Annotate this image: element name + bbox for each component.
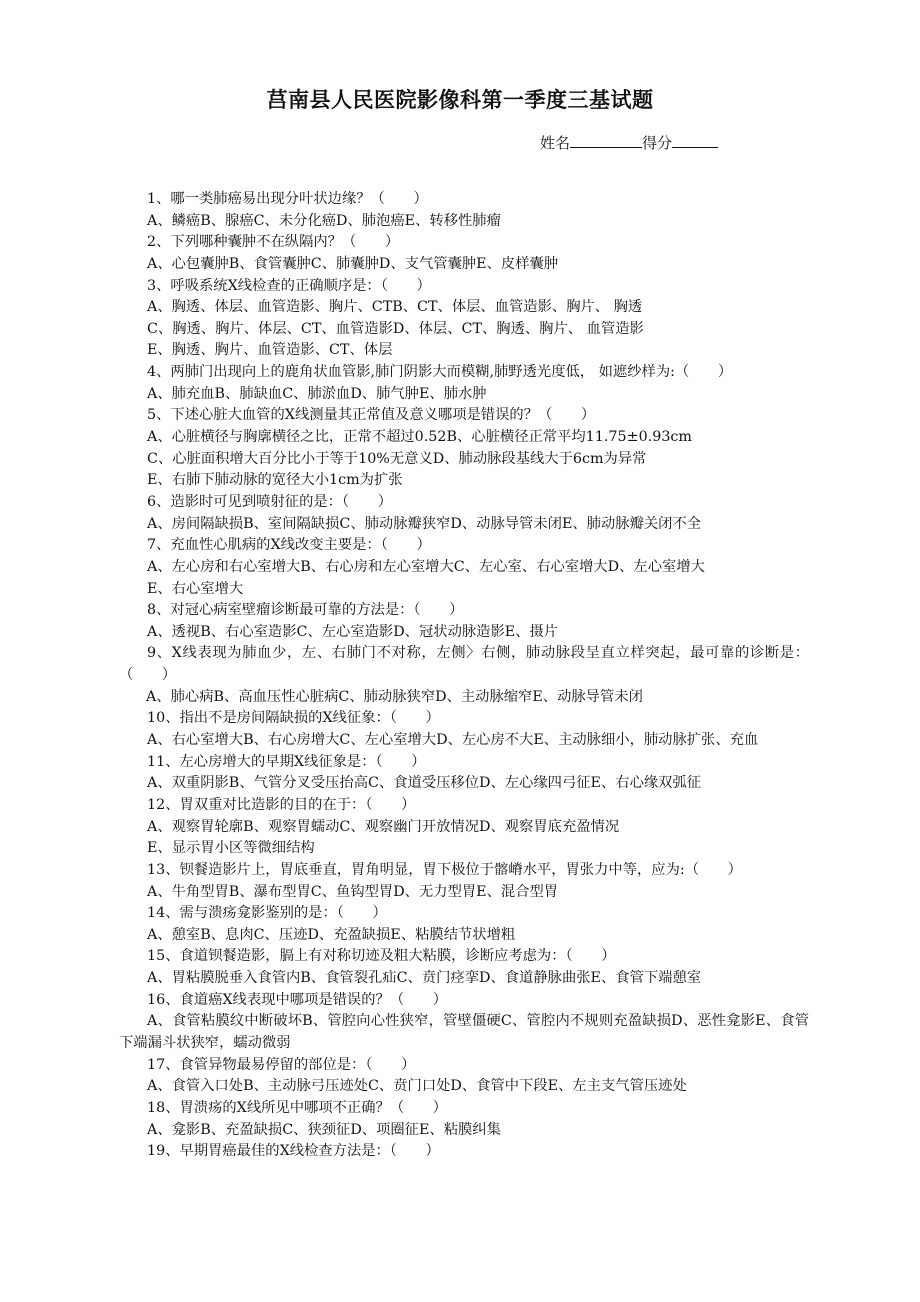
options-line: C、胸透、胸片、体层、CT、血管造影D、体层、CT、胸透、胸片、 血管造影	[147, 320, 644, 337]
question-line: 5、下述心脏大血管的X线测量其正常值及意义哪项是错误的？（ ）	[147, 407, 596, 424]
options-line: A、鳞癌B、腺癌C、未分化癌D、肺泡癌E、转移性肺瘤	[147, 212, 501, 229]
options-line: A、心脏横径与胸廓横径之比，正常不超过0.52B、心脏横径正常平均11.75±0.93cm	[147, 429, 692, 446]
score-label: 得分	[642, 134, 673, 152]
options-line: A、肺心病B、高血压性心脏病C、肺动脉狭窄D、主动脉缩窄E、动脉导管未闭	[146, 688, 643, 705]
question-line: 3、呼吸系统X线检查的正确顺序是：（ ）	[147, 277, 431, 294]
question-line: 10、指出不是房间隔缺损的X线征象：（ ）	[147, 710, 440, 727]
options-line: A、透视B、右心室造影C、左心室造影D、冠状动脉造影E、摄片	[147, 623, 559, 640]
options-line: E、胸透、胸片、血管造影、CT、体层	[147, 342, 393, 359]
question-line: 16、食道癌X线表现中哪项是错误的？（ ）	[147, 991, 448, 1008]
question-line: 11、左心房增大的早期X线征象是：（ ）	[147, 753, 426, 770]
question-line: 15、食道钡餐造影，膈上有对称切迹及粗大粘膜，诊断应考虑为：（ ）	[147, 948, 616, 965]
options-line: A、观察胃轮廓B、观察胃蠕动C、观察幽门开放情况D、观察胃底充盈情况	[147, 818, 620, 835]
name-blank	[570, 133, 642, 148]
options-line: A、双重阴影B、气管分叉受压抬高C、食道受压移位D、左心缘四弓征E、右心缘双弧征	[147, 775, 702, 792]
question-line: 8、对冠心病室壁瘤诊断最可靠的方法是：（ ）	[147, 602, 464, 619]
question-line: 1、哪一类肺癌易出现分叶状边缘？（ ）	[147, 191, 428, 207]
score-blank	[672, 133, 718, 148]
options-line: A、心包囊肿B、食管囊肿C、肺囊肿D、支气管囊肿E、皮样囊肿	[147, 255, 559, 272]
question-line: 19、早期胃癌最佳的X线检查方法是：（ ）	[147, 1143, 440, 1160]
options-line: A、憩室B、息肉C、压迹D、充盈缺损E、粘膜结节状增粗	[147, 926, 516, 943]
options-line: A、牛角型胃B、瀑布型胃C、鱼钩型胃D、无力型胃E、混合型胃	[147, 883, 559, 900]
question-line: 14、需与溃疡龛影鉴别的是：（ ）	[147, 905, 387, 922]
options-line: A、房间隔缺损B、室间隔缺损C、肺动脉瓣狭窄D、动脉导管未闭E、肺动脉瓣关闭不全	[147, 515, 702, 532]
options-line: E、右心室增大	[147, 580, 244, 597]
question-line: 6、造影时可见到喷射征的是：（ ）	[147, 493, 392, 510]
page-title: 莒南县人民医院影像科第一季度三基试题	[266, 88, 654, 112]
name-score-line	[540, 132, 718, 153]
options-line: A、胸透、体层、血管造影、胸片、CTB、CT、体层、血管造影、胸片、 胸透	[147, 299, 643, 316]
options-line: A、龛影B、充盈缺损C、狭颈征D、项圈征E、粘膜纠集	[147, 1121, 501, 1138]
options-line: A、肺充血B、肺缺血C、肺淤血D、肺气肿E、肺水肿	[147, 385, 487, 402]
options-line: A、左心房和右心室增大B、右心房和左心室增大C、左心室、右心室增大D、左心室增大	[147, 558, 705, 575]
question-line: 12、胃双重对比造影的目的在于：（ ）	[147, 796, 416, 813]
question-line: 9、X线表现为肺血少，左、右肺门不对称，左侧〉右侧，肺动脉段呈直立样突起，最可靠的诊断是：（ ）	[119, 645, 809, 684]
options-line: C、心脏面积增大百分比小于等于10%无意义D、肺动脉段基线大于6cm为异常	[147, 450, 647, 467]
name-label: 姓名	[540, 134, 571, 152]
options-line: A、食管粘膜纹中断破坏B、管腔向心性狭窄，管壁僵硬C、管腔内不规则充盈缺损D、恶性龛影E、食管下端漏斗状狭窄，蠕动微弱	[119, 1013, 809, 1052]
question-list	[119, 189, 809, 1163]
question-line: 18、胃溃疡的X线所见中哪项不正确？（ ）	[147, 1099, 448, 1116]
question-line: 13、钡餐造影片上，胃底垂直，胃角明显，胃下极位于髂嵴水平，胃张力中等，应为:（ ）	[147, 861, 742, 878]
options-line: A、胃粘膜脱垂入食管内B、食管裂孔疝C、贲门痉挛D、食道静脉曲张E、食管下端憩室	[147, 970, 702, 987]
question-line: 17、食管异物最易停留的部位是：（ ）	[147, 1056, 416, 1073]
options-line: A、食管入口处B、主动脉弓压迹处C、贲门口处D、食管中下段E、左主支气管压迹处	[147, 1078, 687, 1095]
question-line: 2、下列哪种囊肿不在纵隔内？（ ）	[147, 234, 400, 251]
question-line: 4、两肺门出现向上的鹿角状血管影,肺门阴影大而模糊,肺野透光度低， 如遮纱样为:（ ）	[147, 364, 733, 381]
question-line: 7、充血性心肌病的X线改变主要是：（ ）	[147, 537, 431, 554]
options-line: A、右心室增大B、右心房增大C、左心室增大D、左心房不大E、主动脉细小，肺动脉扩张、充血	[147, 732, 759, 749]
options-line: E、显示胃小区等微细结构	[147, 840, 315, 857]
options-line: E、右肺下肺动脉的宽径大小1cm为扩张	[147, 472, 403, 489]
